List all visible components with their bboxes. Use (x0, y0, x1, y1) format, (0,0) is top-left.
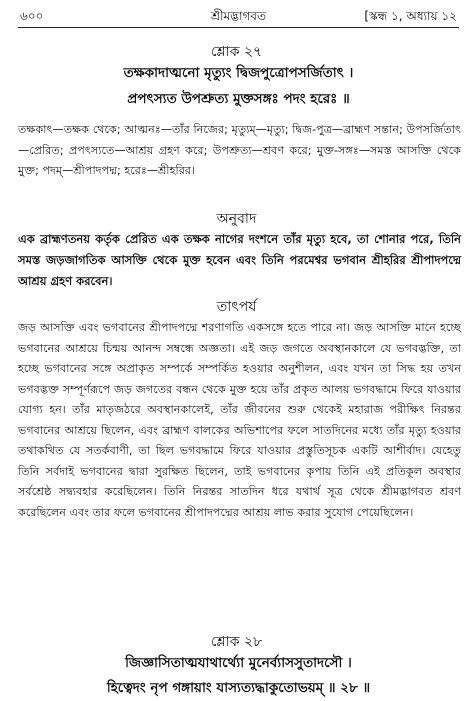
purport-heading: তাৎপর্য (216, 299, 257, 315)
sloka-28-line-1: জিজ্ঞাসিতাত্মযাথার্থ্যো মুনের্ব্যাসসুতাদসৌ । (125, 655, 352, 671)
sloka-27-line-1: তক্ষকাদাত্মনো মৃত্যুং দ্বিজপুত্রোপসর্জিতাৎ । (123, 65, 354, 81)
purport-text: জড় আসক্তি এবং ভগবানের শ্রীপাদপদ্মে শরণাগতি একসঙ্গে হতে পারে না। জড় আসক্তি মানে হচ্ছে ভগবানের আশ্রয়ে চিন্ময় আনন্দ সম্বন্ধে অজ্ঞতা। এই জড় জগতে অবস্থানকালে যে ভগবদ্ভক্তি, তা হচ্ছে ভগবানের সঙ্গে অপ্রাকৃত সম্পর্কে সম্পর্কিত হওয়ার অনুশীলন, এবং যখন তা সিদ্ধ হয় তখন ভগবদ্ভক্ত সম্পূর্ণরূপে জড় জগতের বন্ধন থেকে মুক্ত হয়ে তাঁর প্রকৃত আলয় ভগবদ্ধামে ফিরে যাওয়ার যোগ্য হন। তাঁর মাতৃজঠরে অবস্থানকালেই, তাঁর জীবনের শুরু থেকেই মহারাজ পরীক্ষিৎ নিরন্তর ভগবানের আশ্রয়ে ছিলেন, এবং ব্রাহ্মণ বালকের অভিশাপের ফলে সাতদিনের মধ্যে তাঁর মৃত্যু হওয়ার তথাকথিত যে সতর্কবাণী, তা ছিল ভগবদ্ধামে ফিরে যাওয়ার প্রস্তুতিসূচক একটি আশীর্বাদ। যেহেতু তিনি সর্বদাই ভগবানের দ্বারা সুরক্ষিত ছিলেন, তাই ভগবানের কৃপায় তিনি এই প্রতিকূল অবস্থার সর্বশ্রেষ্ঠ সদ্ব্যবহার করেছিলেন। তিনি নিরন্তর সাতদিন ধরে যথার্থ সূত্র থেকে শ্রীমদ্ভাগবত শ্রবণ করেছিলেন এবং তার ফলে ভগবানের শ্রীপাদপদ্মের আশ্রয় লাভ করার সুযোগ পেয়েছিলেন। (18, 321, 461, 519)
word-synonyms: তক্ষকাৎ—তক্ষক থেকে; আত্মনঃ—তাঁর নিজের; মৃত্যুম্—মৃত্যু; দ্বিজ-পুত্র—ব্রাহ্মণ সন্তান; উপসর্জিতাৎ—প্রেরিত; প্রপৎস্যতে—আশ্রয় গ্রহণ করে; উপশ্রুত্য—শ্রবণ করে; মুক্ত-সঙ্গঃ—সমস্ত আসক্তি থেকে মুক্ত; পদম্—শ্রীপাদপদ্ম; হরেঃ—শ্রীহরির। (18, 123, 461, 177)
translation-text: এক ব্রাহ্মণতনয় কর্তৃক প্রেরিত এক তক্ষক নাগের দংশনে তাঁর মৃত্যু হবে, তা শোনার পরে, তিনি সমস্ত জড়জাগতিক আসক্তি থেকে মুক্ত হবেন এবং তিনি পরমেশ্বর ভগবান শ্রীহরির শ্রীপাদপদ্মে আশ্রয় গ্রহণ করবেন। (18, 232, 461, 288)
book-title: শ্রীমদ্ভাগবত (210, 9, 266, 23)
sloka-28-heading: শ্লোক ২৮ (210, 634, 263, 650)
sloka-27-line-2: প্রপৎস্যত উপশ্রুত্য মুক্তসঙ্গঃ পদং হরেঃ ॥ (127, 91, 350, 107)
page-header (20, 8, 457, 26)
sloka-27-heading: শ্লোক ২৭ (210, 44, 263, 60)
header-divider (18, 27, 459, 28)
sloka-28-line-2: হিত্বেদং নৃপ গঙ্গায়াং যাস্যত্যদ্ধাকুতোভয়ম্ ॥ ২৮ ॥ (106, 680, 371, 696)
chapter-reference: [স্কন্ধ ১, অধ্যায় ১২ (364, 9, 457, 23)
translation-heading: অনুবাদ (216, 211, 257, 227)
page-number: ৬০০ (20, 9, 44, 23)
